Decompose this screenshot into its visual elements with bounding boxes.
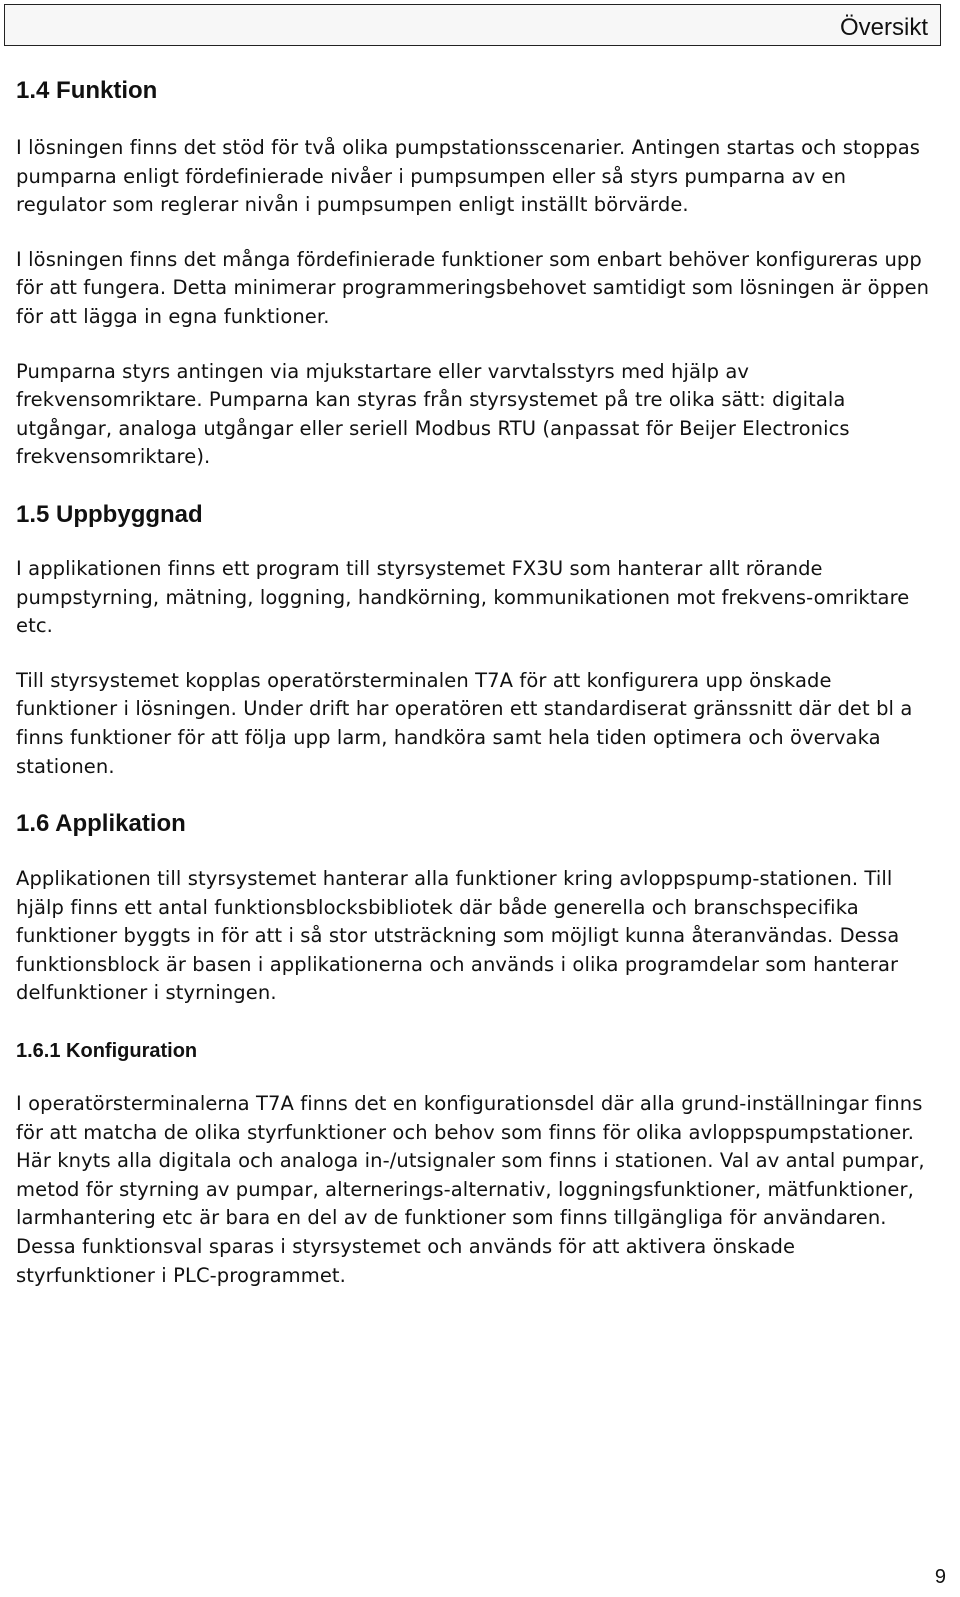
- page-number: 9: [934, 1566, 946, 1588]
- paragraph-1-5-b: Till styrsystemet kopplas operatörsterminalen T7A för att konfigurera upp önskade funktioner i lösningen. Under drift har operatören ett standardiserat gränssnitt där det bl a finns funktioner för att följa upp larm, handköra samt hela tiden optimera och övervaka stationen.: [16, 668, 913, 778]
- paragraph-1-4-b: I lösningen finns det många fördefinierade funktioner som enbart behöver konfigureras upp för att fungera. Detta minimerar programmeringsbehovet samtidigt som lösningen är öppen för att lägga in egna funktioner.: [16, 247, 930, 328]
- header-title: Översikt: [839, 14, 928, 41]
- paragraph-1-6-1-a: I operatörsterminalerna T7A finns det en konfigurationsdel där alla grund-inställningar finns för att matcha de olika styrfunktioner och behov som finns för olika avloppspumpstationer. Här knyts alla digitala och analoga in-/utsignaler som finns i stationen. Val av antal pumpar, metod för styrning av pumpar, alternerings-alternativ, loggningsfunktioner, mätfunktioner, larmhantering etc är bara en del av de funktioner som finns tillgängliga för användaren. Dessa funktionsval sparas i styrsystemet och används för att aktivera önskade styrfunktioner i PLC-programmet.: [16, 1092, 925, 1287]
- paragraph-1-4-a: I lösningen finns det stöd för två olika pumpstationsscenarier. Antingen startas och stoppas pumparna enligt fördefinierade nivåer i pumpsumpen eller så styrs pumparna av en regulator som reglerar nivån i pumpsumpen enligt inställt börvärde.: [16, 136, 921, 217]
- section-heading-1-5: 1.5 Uppbyggnad: [16, 500, 203, 528]
- paragraph-1-5-a: I applikationen finns ett program till styrsystemet FX3U som hanterar allt rörande pumpstyrning, mätning, loggning, handkörning, kommunikationen mot frekvens-omriktare etc.: [16, 556, 910, 638]
- section-heading-1-6-1: 1.6.1 Konfiguration: [16, 1040, 198, 1063]
- page-header: [4, 4, 941, 46]
- paragraph-1-6-a: Applikationen till styrsystemet hanterar alla funktioner kring avloppspump-stationen. Till hjälp finns ett antal funktionsblocksbibliotek där både generella och branschspecifika funktioner byggts in för att i så stor utsträckning som möjligt kunna återanvändas. Dessa funktionsblock är basen i applikationerna och används i olika programdelar som hanterar delfunktioner i styrningen.: [16, 867, 900, 1005]
- document-body: [16, 76, 934, 1290]
- paragraph-1-4-c: Pumparna styrs antingen via mjukstartare eller varvtalsstyrs med hjälp av frekvensomriktare. Pumparna kan styras från styrsystemet på tre olika sätt: digitala utgångar, analoga utgångar eller seriell Modbus RTU (anpassat för Beijer Electronics frekvensomriktare).: [16, 359, 850, 469]
- section-heading-1-4: 1.4 Funktion: [16, 77, 158, 104]
- section-heading-1-6: 1.6 Applikation: [16, 810, 186, 838]
